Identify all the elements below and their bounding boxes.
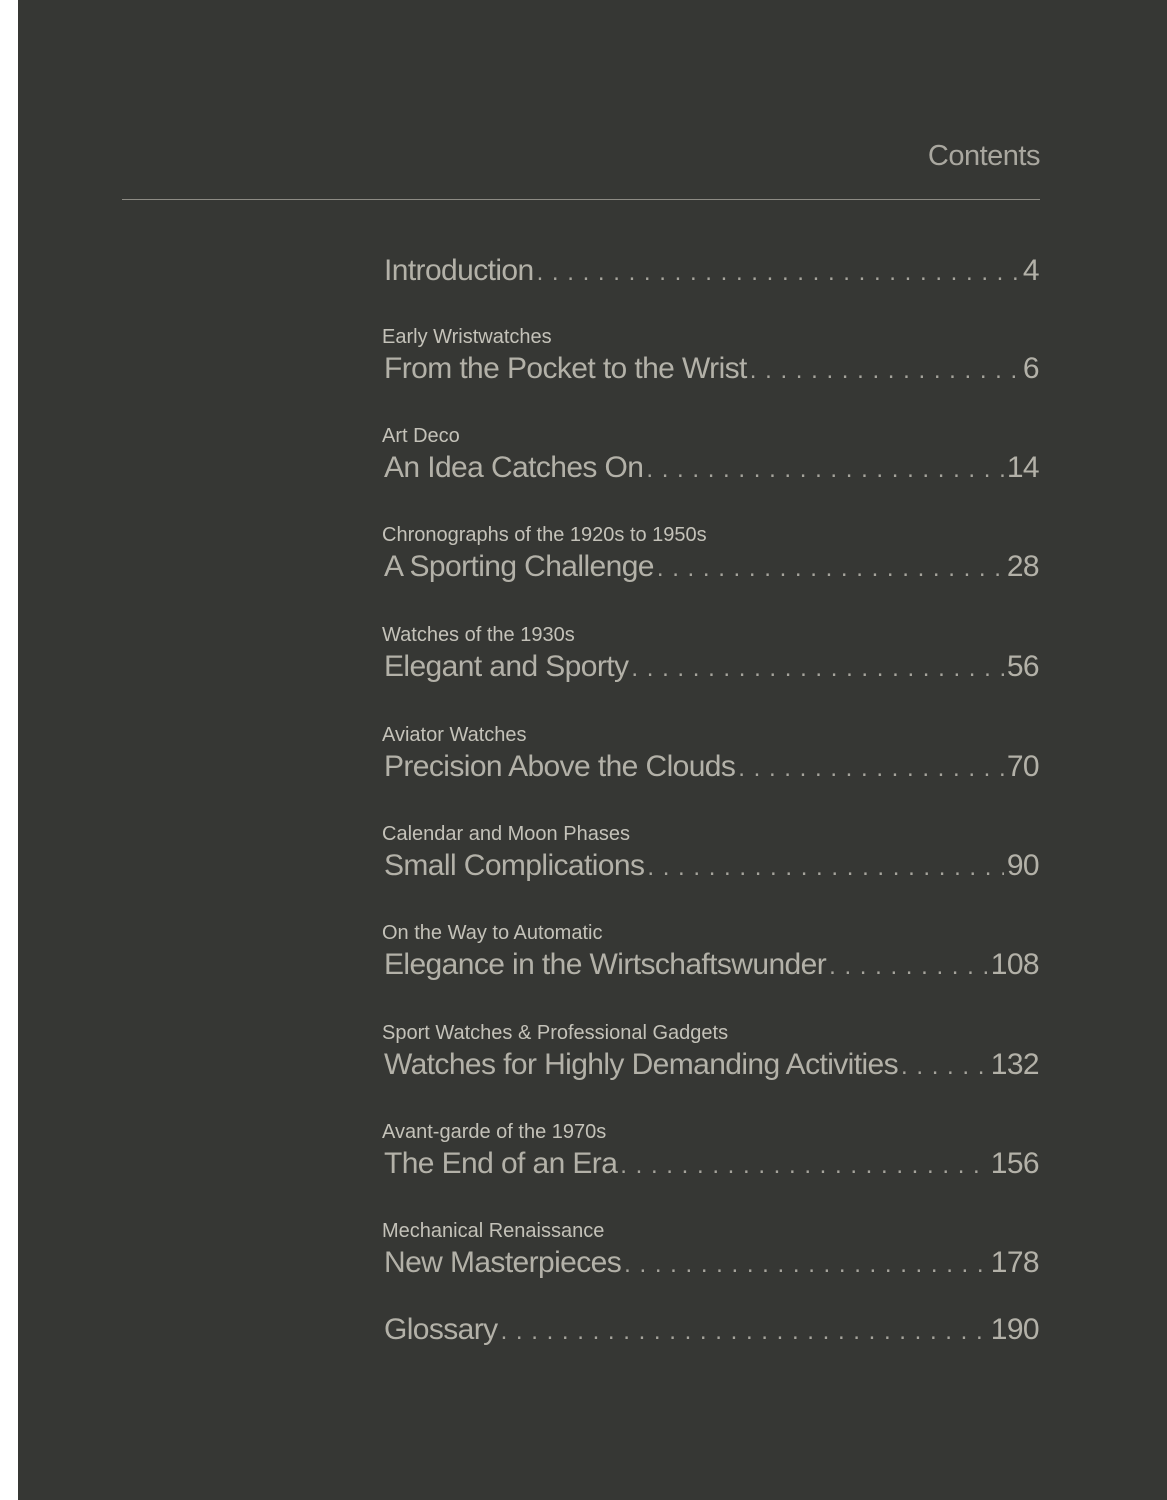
toc-page-number: 4 bbox=[1022, 254, 1039, 287]
leader-dots bbox=[647, 854, 1003, 882]
toc-page-number: 90 bbox=[1006, 849, 1039, 882]
toc-title: Elegant and Sporty bbox=[384, 650, 629, 683]
toc-title: Small Complications bbox=[384, 849, 645, 882]
toc-section-label: Aviator Watches bbox=[382, 724, 527, 746]
toc-title: Precision Above the Clouds bbox=[384, 750, 736, 783]
toc-title: From the Pocket to the Wrist bbox=[384, 352, 747, 385]
leader-dots bbox=[646, 456, 1003, 484]
toc-section-label: Art Deco bbox=[382, 425, 460, 447]
toc-section-label: Early Wristwatches bbox=[382, 326, 552, 348]
toc-page-number: 56 bbox=[1006, 650, 1039, 683]
toc-line bbox=[384, 650, 1039, 684]
toc-line bbox=[384, 849, 1039, 883]
toc-section-label: On the Way to Automatic bbox=[382, 922, 603, 944]
toc-line bbox=[384, 1246, 1039, 1280]
toc-line bbox=[384, 550, 1039, 584]
toc-title: Glossary bbox=[384, 1313, 498, 1346]
toc-line bbox=[384, 1313, 1039, 1347]
toc-title: Watches for Highly Demanding Activities bbox=[384, 1048, 899, 1081]
toc-page-number: 28 bbox=[1006, 550, 1039, 583]
toc-page-number: 6 bbox=[1022, 352, 1039, 385]
toc-line bbox=[384, 254, 1039, 288]
leader-dots bbox=[620, 1152, 987, 1180]
leader-dots bbox=[738, 755, 1004, 783]
toc-section-label: Watches of the 1930s bbox=[382, 624, 575, 646]
toc-line bbox=[384, 1147, 1039, 1181]
toc-section-label: Calendar and Moon Phases bbox=[382, 823, 630, 845]
toc-line bbox=[384, 1048, 1039, 1082]
toc-line bbox=[384, 352, 1039, 386]
leader-dots bbox=[901, 1053, 988, 1081]
leader-dots bbox=[537, 259, 1020, 287]
toc-line bbox=[384, 750, 1039, 784]
toc-page-number: 14 bbox=[1006, 451, 1039, 484]
toc-section-label: Chronographs of the 1920s to 1950s bbox=[382, 524, 707, 546]
toc-page-number: 70 bbox=[1006, 750, 1039, 783]
leader-dots bbox=[624, 1251, 988, 1279]
leader-dots bbox=[631, 655, 1003, 683]
toc-page-number: 108 bbox=[990, 948, 1039, 981]
toc-section-label: Sport Watches & Professional Gadgets bbox=[382, 1022, 729, 1044]
toc-title: Introduction bbox=[384, 254, 534, 287]
toc-line bbox=[384, 948, 1039, 982]
toc-title: New Masterpieces bbox=[384, 1246, 622, 1279]
toc-page-number: 132 bbox=[990, 1048, 1039, 1081]
toc-line bbox=[384, 451, 1039, 485]
toc-title: An Idea Catches On bbox=[384, 451, 644, 484]
toc-page-number: 190 bbox=[990, 1313, 1039, 1346]
leader-dots bbox=[750, 357, 1020, 385]
toc-section-label: Avant-garde of the 1970s bbox=[382, 1121, 607, 1143]
toc-page-number: 178 bbox=[990, 1246, 1039, 1279]
toc-section-label: Mechanical Renaissance bbox=[382, 1220, 605, 1242]
toc-title: The End of an Era bbox=[384, 1147, 618, 1180]
toc-page-number: 156 bbox=[990, 1147, 1039, 1180]
page-heading: Contents bbox=[927, 140, 1040, 172]
toc-title: Elegance in the Wirtschaftswunder bbox=[384, 948, 827, 981]
leader-dots bbox=[829, 953, 988, 981]
toc-title: A Sporting Challenge bbox=[384, 550, 654, 583]
contents-page bbox=[18, 0, 1167, 1500]
heading-rule bbox=[122, 199, 1040, 200]
leader-dots bbox=[657, 555, 1004, 583]
leader-dots bbox=[501, 1318, 988, 1346]
